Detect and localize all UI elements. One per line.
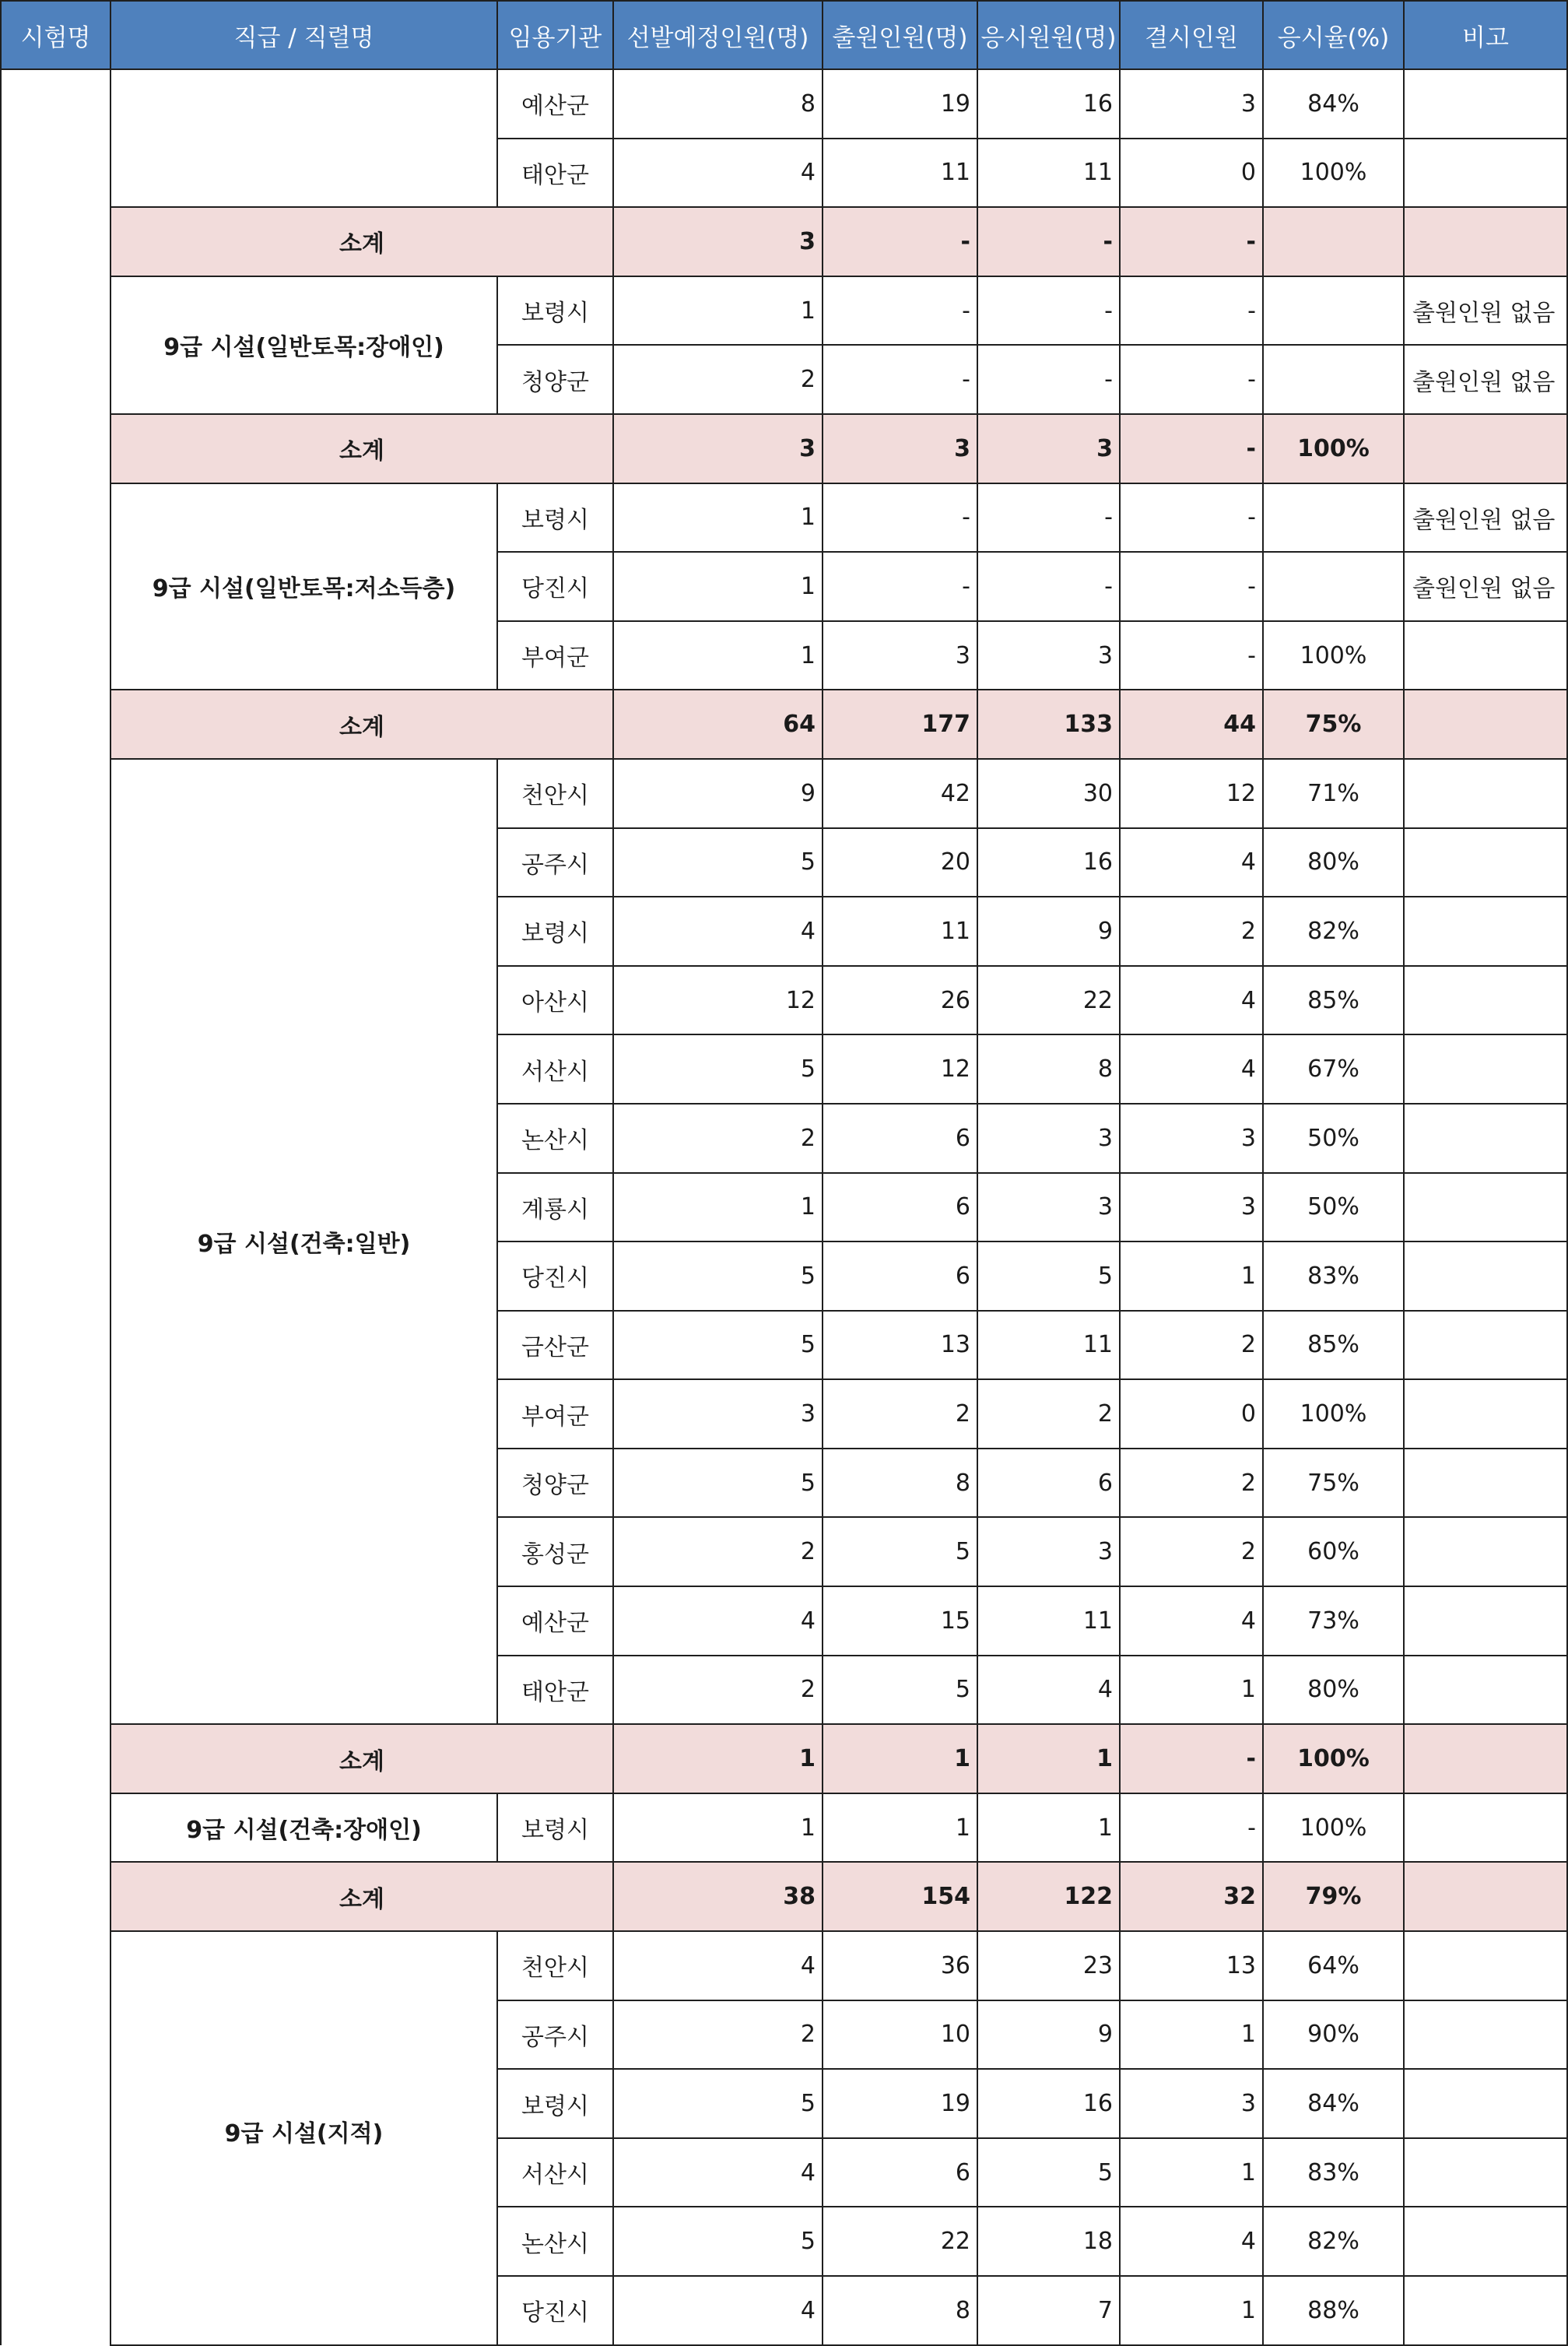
absent-cell: 2 (1120, 1449, 1263, 1518)
applied-cell: 6 (823, 1173, 977, 1242)
applied-cell: 1 (823, 1724, 977, 1793)
applied-cell: 6 (823, 2138, 977, 2207)
position-cell: 9급 시설(일반토목:장애인) (110, 276, 497, 414)
applied-cell: 3 (823, 621, 977, 690)
planned-cell: 9 (613, 759, 823, 828)
absent-cell: 4 (1120, 2207, 1263, 2276)
rate-cell: 60% (1263, 1517, 1404, 1586)
org-cell: 공주시 (497, 828, 613, 897)
taken-cell: - (977, 207, 1120, 276)
org-cell: 청양군 (497, 345, 613, 414)
position-cell (110, 69, 497, 207)
rate-cell: 83% (1263, 1241, 1404, 1311)
org-cell: 논산시 (497, 1104, 613, 1173)
taken-cell: 11 (977, 1586, 1120, 1656)
planned-cell: 2 (613, 1517, 823, 1586)
header-taken: 응시원원(명) (977, 1, 1120, 69)
rate-cell: 84% (1263, 2069, 1404, 2138)
note-cell (1404, 414, 1567, 483)
header-position: 직급 / 직렬명 (110, 1, 497, 69)
applied-cell: 6 (823, 1241, 977, 1311)
rate-cell: 88% (1263, 2276, 1404, 2345)
org-cell: 서산시 (497, 1034, 613, 1104)
note-cell (1404, 1034, 1567, 1104)
applied-cell: - (823, 276, 977, 346)
taken-cell: - (977, 276, 1120, 346)
note-cell (1404, 2138, 1567, 2207)
note-cell (1404, 1793, 1567, 1863)
org-cell: 계룡시 (497, 1173, 613, 1242)
absent-cell: - (1120, 345, 1263, 414)
applied-cell: - (823, 552, 977, 621)
applied-cell: 13 (823, 1311, 977, 1380)
subtotal-label: 소계 (110, 414, 613, 483)
note-cell (1404, 1724, 1567, 1793)
taken-cell: 3 (977, 414, 1120, 483)
absent-cell: 2 (1120, 1517, 1263, 1586)
taken-cell: 3 (977, 621, 1120, 690)
planned-cell: 4 (613, 139, 823, 208)
absent-cell: 1 (1120, 2276, 1263, 2345)
taken-cell: 9 (977, 897, 1120, 966)
applied-cell: 15 (823, 1586, 977, 1656)
applied-cell: 5 (823, 1656, 977, 1725)
planned-cell: 5 (613, 1034, 823, 1104)
taken-cell: 3 (977, 1173, 1120, 1242)
note-cell (1404, 2207, 1567, 2276)
applied-cell: 11 (823, 897, 977, 966)
absent-cell: 1 (1120, 1656, 1263, 1725)
note-cell: 출원인원 없음 (1404, 483, 1567, 553)
planned-cell: 5 (613, 828, 823, 897)
rate-cell (1263, 207, 1404, 276)
planned-cell: 1 (613, 1793, 823, 1863)
note-cell (1404, 2069, 1567, 2138)
planned-cell: 5 (613, 1311, 823, 1380)
rate-cell: 85% (1263, 966, 1404, 1035)
planned-cell: 2 (613, 2000, 823, 2070)
applied-cell: 8 (823, 2276, 977, 2345)
applied-cell: 22 (823, 2207, 977, 2276)
rate-cell: 100% (1263, 1724, 1404, 1793)
planned-cell: 1 (613, 276, 823, 346)
taken-cell: 11 (977, 1311, 1120, 1380)
subtotal-row (1, 1724, 1567, 1793)
org-cell: 청양군 (497, 1449, 613, 1518)
rate-cell (1263, 345, 1404, 414)
taken-cell: 16 (977, 69, 1120, 139)
rate-cell: 67% (1263, 1034, 1404, 1104)
planned-cell: 4 (613, 2276, 823, 2345)
header-org: 임용기관 (497, 1, 613, 69)
absent-cell: 2 (1120, 897, 1263, 966)
note-cell (1404, 69, 1567, 139)
applied-cell: - (823, 207, 977, 276)
planned-cell: 5 (613, 2207, 823, 2276)
planned-cell: 4 (613, 2138, 823, 2207)
note-cell (1404, 690, 1567, 759)
org-cell: 당진시 (497, 552, 613, 621)
note-cell: 출원인원 없음 (1404, 552, 1567, 621)
note-cell: 출원인원 없음 (1404, 345, 1567, 414)
org-cell: 공주시 (497, 2000, 613, 2070)
org-cell: 논산시 (497, 2207, 613, 2276)
note-cell (1404, 2276, 1567, 2345)
rate-cell: 100% (1263, 414, 1404, 483)
rate-cell (1263, 483, 1404, 553)
planned-cell: 4 (613, 1586, 823, 1656)
note-cell (1404, 1173, 1567, 1242)
table-row (1, 69, 1567, 139)
planned-cell: 8 (613, 69, 823, 139)
rate-cell: 75% (1263, 690, 1404, 759)
planned-cell: 4 (613, 1931, 823, 2000)
absent-cell: 0 (1120, 1379, 1263, 1449)
table-row (1, 1931, 1567, 2000)
absent-cell: 1 (1120, 2138, 1263, 2207)
rate-cell: 71% (1263, 759, 1404, 828)
note-cell (1404, 1311, 1567, 1380)
planned-cell: 1 (613, 1724, 823, 1793)
subtotal-label: 소계 (110, 1724, 613, 1793)
rate-cell: 85% (1263, 1311, 1404, 1380)
org-cell: 당진시 (497, 2276, 613, 2345)
absent-cell: 3 (1120, 1173, 1263, 1242)
planned-cell: 64 (613, 690, 823, 759)
note-cell (1404, 1862, 1567, 1931)
taken-cell: 16 (977, 828, 1120, 897)
planned-cell: 2 (613, 345, 823, 414)
subtotal-row (1, 207, 1567, 276)
org-cell: 보령시 (497, 276, 613, 346)
header-rate: 응시율(%) (1263, 1, 1404, 69)
position-cell: 9급 시설(일반토목:저소득층) (110, 483, 497, 690)
planned-cell: 2 (613, 1104, 823, 1173)
absent-cell: 12 (1120, 759, 1263, 828)
position-cell: 9급 시설(건축:일반) (110, 759, 497, 1724)
rate-cell: 80% (1263, 1656, 1404, 1725)
subtotal-row (1, 1862, 1567, 1931)
absent-cell: 1 (1120, 2000, 1263, 2070)
header-exam: 시험명 (1, 1, 110, 69)
taken-cell: - (977, 552, 1120, 621)
table-body (1, 69, 1567, 2345)
taken-cell: 1 (977, 1793, 1120, 1863)
taken-cell: - (977, 483, 1120, 553)
absent-cell: 1 (1120, 1241, 1263, 1311)
absent-cell: 4 (1120, 1034, 1263, 1104)
org-cell: 예산군 (497, 69, 613, 139)
org-cell: 보령시 (497, 2069, 613, 2138)
taken-cell: 22 (977, 966, 1120, 1035)
applied-cell: 10 (823, 2000, 977, 2070)
rate-cell: 82% (1263, 2207, 1404, 2276)
note-cell (1404, 897, 1567, 966)
taken-cell: 6 (977, 1449, 1120, 1518)
applied-cell: - (823, 483, 977, 553)
taken-cell: 30 (977, 759, 1120, 828)
planned-cell: 1 (613, 483, 823, 553)
rate-cell: 100% (1263, 139, 1404, 208)
rate-cell: 90% (1263, 2000, 1404, 2070)
applied-cell: 6 (823, 1104, 977, 1173)
org-cell: 예산군 (497, 1586, 613, 1656)
taken-cell: 16 (977, 2069, 1120, 2138)
applied-cell: 36 (823, 1931, 977, 2000)
absent-cell: - (1120, 552, 1263, 621)
note-cell (1404, 759, 1567, 828)
planned-cell: 5 (613, 1241, 823, 1311)
taken-cell: 2 (977, 1379, 1120, 1449)
taken-cell: 23 (977, 1931, 1120, 2000)
subtotal-label: 소계 (110, 207, 613, 276)
planned-cell: 3 (613, 1379, 823, 1449)
absent-cell: 0 (1120, 139, 1263, 208)
absent-cell: 3 (1120, 2069, 1263, 2138)
absent-cell: 3 (1120, 1104, 1263, 1173)
planned-cell: 5 (613, 1449, 823, 1518)
planned-cell: 1 (613, 1173, 823, 1242)
org-cell: 태안군 (497, 139, 613, 208)
note-cell (1404, 828, 1567, 897)
header-applied: 출원인원(명) (823, 1, 977, 69)
note-cell (1404, 1586, 1567, 1656)
applied-cell: 1 (823, 1793, 977, 1863)
taken-cell: 5 (977, 2138, 1120, 2207)
planned-cell: 1 (613, 621, 823, 690)
rate-cell: 64% (1263, 1931, 1404, 2000)
absent-cell: 4 (1120, 966, 1263, 1035)
table-row (1, 483, 1567, 553)
rate-cell (1263, 552, 1404, 621)
absent-cell: - (1120, 483, 1263, 553)
taken-cell: 122 (977, 1862, 1120, 1931)
note-cell (1404, 1449, 1567, 1518)
table-row (1, 759, 1567, 828)
rate-cell: 80% (1263, 828, 1404, 897)
planned-cell: 2 (613, 1656, 823, 1725)
taken-cell: 3 (977, 1517, 1120, 1586)
applied-cell: 19 (823, 2069, 977, 2138)
absent-cell: - (1120, 414, 1263, 483)
absent-cell: - (1120, 1793, 1263, 1863)
note-cell (1404, 139, 1567, 208)
subtotal-label: 소계 (110, 1862, 613, 1931)
applied-cell: 8 (823, 1449, 977, 1518)
taken-cell: 7 (977, 2276, 1120, 2345)
taken-cell: 8 (977, 1034, 1120, 1104)
applied-cell: 11 (823, 139, 977, 208)
absent-cell: 44 (1120, 690, 1263, 759)
table-header-row (1, 1, 1567, 69)
absent-cell: - (1120, 207, 1263, 276)
note-cell (1404, 966, 1567, 1035)
taken-cell: 1 (977, 1724, 1120, 1793)
org-cell: 부여군 (497, 1379, 613, 1449)
org-cell: 금산군 (497, 1311, 613, 1380)
org-cell: 당진시 (497, 1241, 613, 1311)
rate-cell: 50% (1263, 1173, 1404, 1242)
note-cell: 출원인원 없음 (1404, 276, 1567, 346)
rate-cell: 84% (1263, 69, 1404, 139)
planned-cell: 38 (613, 1862, 823, 1931)
applied-cell: 19 (823, 69, 977, 139)
taken-cell: 18 (977, 2207, 1120, 2276)
applied-cell: - (823, 345, 977, 414)
note-cell (1404, 1931, 1567, 2000)
org-cell: 서산시 (497, 2138, 613, 2207)
org-cell: 태안군 (497, 1656, 613, 1725)
table-row (1, 1793, 1567, 1863)
rate-cell: 100% (1263, 621, 1404, 690)
applied-cell: 154 (823, 1862, 977, 1931)
rate-cell: 100% (1263, 1793, 1404, 1863)
org-cell: 홍성군 (497, 1517, 613, 1586)
note-cell (1404, 1379, 1567, 1449)
exam-name-cell (1, 69, 110, 2345)
absent-cell: - (1120, 1724, 1263, 1793)
taken-cell: 9 (977, 2000, 1120, 2070)
position-cell: 9급 시설(지적) (110, 1931, 497, 2345)
header-planned: 선발예정인원(명) (613, 1, 823, 69)
applied-cell: 5 (823, 1517, 977, 1586)
taken-cell: 4 (977, 1656, 1120, 1725)
applied-cell: 42 (823, 759, 977, 828)
applied-cell: 26 (823, 966, 977, 1035)
org-cell: 천안시 (497, 759, 613, 828)
subtotal-label: 소계 (110, 690, 613, 759)
taken-cell: 11 (977, 139, 1120, 208)
planned-cell: 12 (613, 966, 823, 1035)
planned-cell: 5 (613, 2069, 823, 2138)
rate-cell: 82% (1263, 897, 1404, 966)
taken-cell: 3 (977, 1104, 1120, 1173)
planned-cell: 3 (613, 207, 823, 276)
rate-cell: 79% (1263, 1862, 1404, 1931)
absent-cell: 32 (1120, 1862, 1263, 1931)
applied-cell: 12 (823, 1034, 977, 1104)
rate-cell: 50% (1263, 1104, 1404, 1173)
org-cell: 보령시 (497, 483, 613, 553)
rate-cell (1263, 276, 1404, 346)
applied-cell: 2 (823, 1379, 977, 1449)
position-cell: 9급 시설(건축:장애인) (110, 1793, 497, 1863)
taken-cell: - (977, 345, 1120, 414)
org-cell: 보령시 (497, 897, 613, 966)
org-cell: 천안시 (497, 1931, 613, 2000)
absent-cell: 3 (1120, 69, 1263, 139)
taken-cell: 5 (977, 1241, 1120, 1311)
rate-cell: 83% (1263, 2138, 1404, 2207)
absent-cell: 2 (1120, 1311, 1263, 1380)
applied-cell: 177 (823, 690, 977, 759)
table-row (1, 276, 1567, 346)
header-absent: 결시인원 (1120, 1, 1263, 69)
header-note: 비고 (1404, 1, 1567, 69)
applied-cell: 3 (823, 414, 977, 483)
note-cell (1404, 1656, 1567, 1725)
rate-cell: 73% (1263, 1586, 1404, 1656)
org-cell: 부여군 (497, 621, 613, 690)
rate-cell: 100% (1263, 1379, 1404, 1449)
note-cell (1404, 207, 1567, 276)
planned-cell: 4 (613, 897, 823, 966)
org-cell: 보령시 (497, 1793, 613, 1863)
absent-cell: 4 (1120, 828, 1263, 897)
absent-cell: - (1120, 276, 1263, 346)
subtotal-row (1, 690, 1567, 759)
note-cell (1404, 2000, 1567, 2070)
applied-cell: 20 (823, 828, 977, 897)
org-cell: 아산시 (497, 966, 613, 1035)
absent-cell: 4 (1120, 1586, 1263, 1656)
taken-cell: 133 (977, 690, 1120, 759)
absent-cell: - (1120, 621, 1263, 690)
note-cell (1404, 1517, 1567, 1586)
planned-cell: 1 (613, 552, 823, 621)
rate-cell: 75% (1263, 1449, 1404, 1518)
note-cell (1404, 621, 1567, 690)
note-cell (1404, 1241, 1567, 1311)
note-cell (1404, 1104, 1567, 1173)
planned-cell: 3 (613, 414, 823, 483)
subtotal-row (1, 414, 1567, 483)
absent-cell: 13 (1120, 1931, 1263, 2000)
